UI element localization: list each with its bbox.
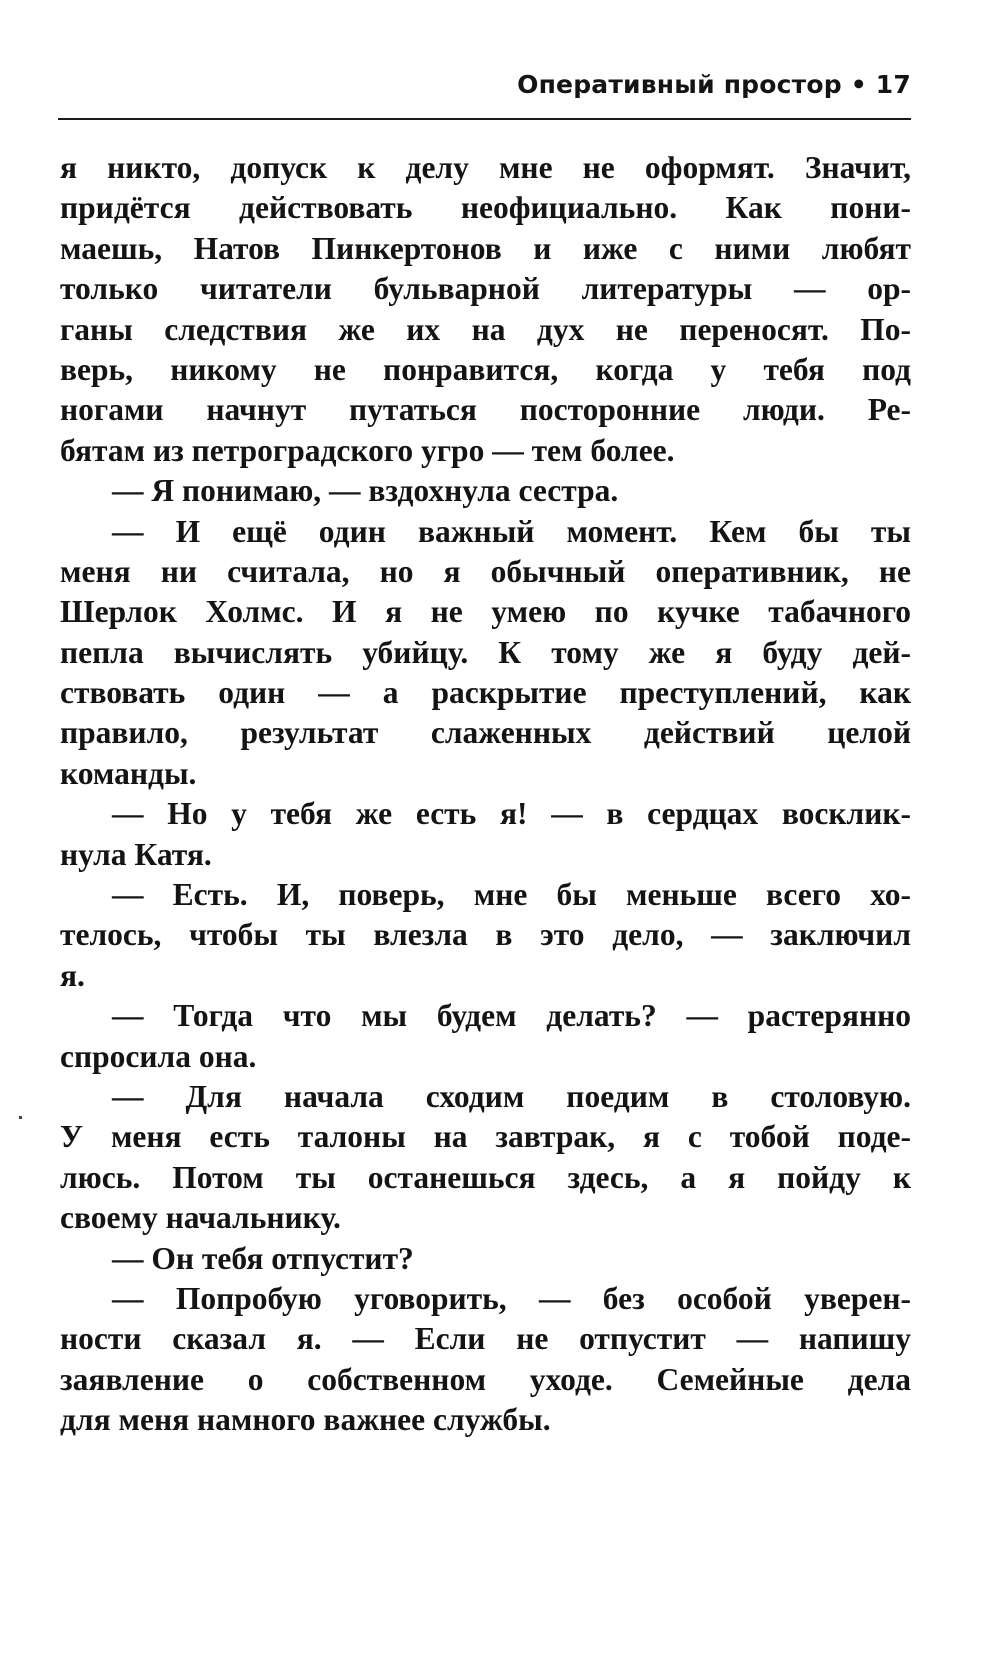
text-line: правило, результат слаженных действий целой [60, 715, 911, 751]
running-header: Оперативный простор • 17 [517, 70, 911, 99]
text-line: — Он тебя отпустит? [112, 1240, 414, 1276]
header-rule [58, 118, 911, 120]
text-line: ганы следствия же их на дух не переносят. По- [60, 311, 911, 347]
text-line: команды. [60, 755, 197, 791]
text-line: — Есть. И, поверь, мне бы меньше всего хо- [112, 877, 911, 913]
text-line: спросила она. [60, 1038, 257, 1074]
text-line: я. [60, 957, 85, 993]
text-line: для меня намного важнее службы. [60, 1402, 551, 1438]
text-line: верь, никому не понравится, когда у тебя под [60, 351, 911, 387]
text-line: маешь, Натов Пинкертонов и иже с ними любят [60, 230, 911, 266]
text-line: ствовать один — а раскрытие преступлений, как [60, 675, 911, 711]
text-line: пепла вычислять убийцу. К тому же я буду дей- [60, 634, 911, 670]
text-line: я никто, допуск к делу мне не оформят. Значит, [60, 150, 911, 185]
text-line: придётся действовать неофициально. Как пони- [60, 190, 911, 226]
text-line: телось, чтобы ты влезла в это дело, — заключил [60, 917, 911, 953]
text-line: У меня есть талоны на завтрак, я с тобой поде- [60, 1119, 911, 1155]
text-line: ности сказал я. — Если не отпустит — напишу [60, 1321, 911, 1357]
text-line: Шерлок Холмс. И я не умею по кучке табачного [60, 594, 911, 630]
text-line: — Для начала сходим поедим в столовую. [112, 1078, 911, 1114]
body-text [60, 148, 911, 1441]
text-line: бятам из петроградского угро — тем более. [60, 432, 675, 468]
text-line: — Тогда что мы будем делать? — растерянно [112, 998, 911, 1034]
text-line: — Попробую уговорить, — без особой уверен- [112, 1280, 911, 1316]
text-line: своему начальнику. [60, 1200, 341, 1236]
text-line: меня ни считала, но я обычный оперативник, не [60, 553, 911, 589]
text-line: нула Катя. [60, 836, 212, 872]
text-line: только читатели бульварной литературы — ор- [60, 271, 911, 307]
margin-speck [19, 1116, 22, 1119]
text-line: ногами начнут путаться посторонние люди. Ре- [60, 392, 911, 428]
text-line: — Но у тебя же есть я! — в сердцах восклик- [112, 796, 911, 832]
text-line: — Я понимаю, — вздохнула сестра. [112, 473, 619, 509]
text-line: заявление о собственном уходе. Семейные дела [60, 1361, 911, 1397]
text-line: — И ещё один важный момент. Кем бы ты [112, 513, 911, 549]
text-line: люсь. Потом ты останешься здесь, а я пойду к [60, 1159, 911, 1195]
